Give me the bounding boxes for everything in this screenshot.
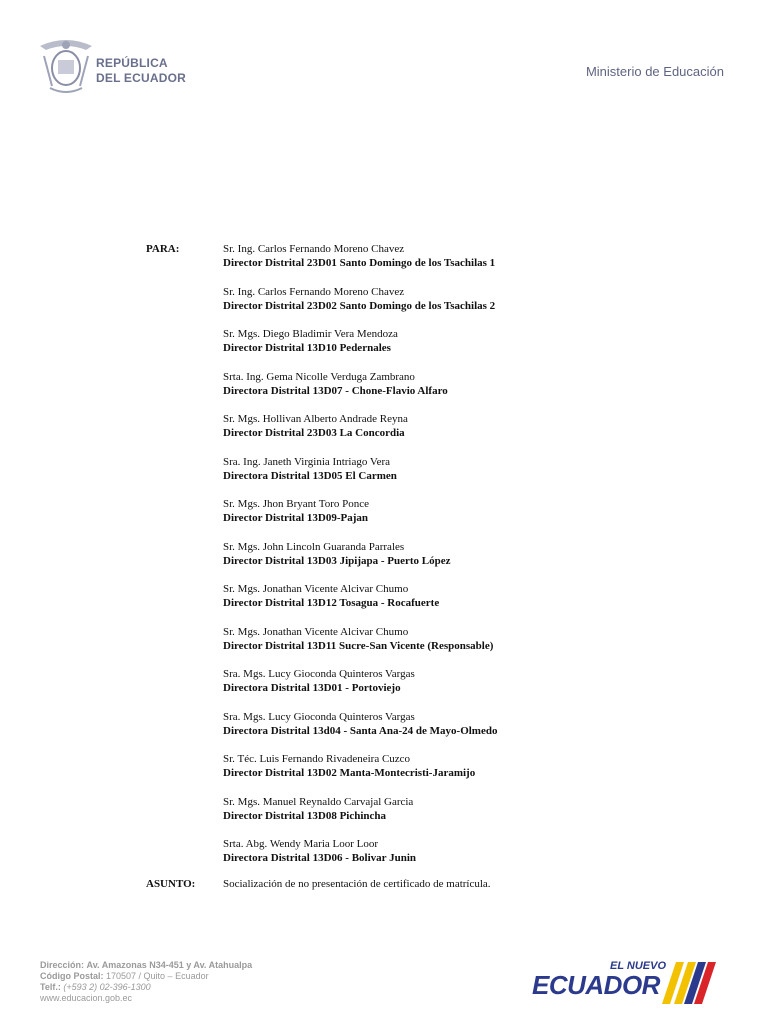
address-line: Dirección: Av. Amazonas N34-451 y Av. Atahualpa xyxy=(40,960,253,970)
recipient-role: Director Distrital 13D10 Pedernales xyxy=(223,342,391,354)
postal-line: Código Postal: 170507 / Quito – Ecuador xyxy=(40,971,209,981)
recipient-role: Director Distrital 13D12 Tosagua - Rocafuerte xyxy=(223,597,440,609)
recipient-item xyxy=(223,540,746,568)
recipient-item xyxy=(223,327,746,355)
recipient-name: Sr. Téc. Luis Fernando Rivadeneira Cuzco xyxy=(223,753,411,765)
recipient-role: Director Distrital 13D08 Pichincha xyxy=(223,809,387,822)
coat-of-arms-icon xyxy=(36,36,96,98)
recipient-list xyxy=(223,242,746,880)
recipient-name: Sr. Ing. Carlos Fernando Moreno Chavez xyxy=(223,243,405,255)
recipient-role: Director Distrital 13D03 Jipijapa - Puerto López xyxy=(223,554,451,567)
recipient-name: Sr. Mgs. Hollivan Alberto Andrade Reyna xyxy=(223,413,408,425)
para-label: PARA: xyxy=(146,243,180,255)
footer-address xyxy=(40,960,252,1004)
recipient-item xyxy=(223,752,746,780)
recipient-role: Director Distrital 13D11 Sucre-San Vicente (Responsable) xyxy=(223,639,494,652)
asunto-text: Socialización de no presentación de certificado de matrícula. xyxy=(223,877,491,890)
recipient-role: Director Distrital 23D02 Santo Domingo de los Tsachilas 2 xyxy=(223,299,496,312)
flag-stripes-icon xyxy=(662,962,718,1004)
para-row xyxy=(146,242,746,880)
recipient-name: Sra. Mgs. Lucy Gioconda Quinteros Vargas xyxy=(223,710,415,723)
logo-main-text: ECUADOR xyxy=(532,970,660,1000)
recipient-name: Sr. Mgs. Manuel Reynaldo Carvajal Garcia xyxy=(223,795,414,808)
phone-line: Telf.: (+593 2) 02-396-1300 xyxy=(40,982,151,992)
recipient-name: Sr. Mgs. Diego Bladimir Vera Mendoza xyxy=(223,328,398,340)
recipient-item xyxy=(223,837,746,865)
asunto-label: ASUNTO: xyxy=(146,877,196,890)
recipient-name: Sr. Mgs. John Lincoln Guaranda Parrales xyxy=(223,540,405,553)
recipient-name: Sra. Ing. Janeth Virginia Intriago Vera xyxy=(223,455,391,468)
recipient-item xyxy=(223,285,746,313)
memo-body xyxy=(146,242,746,891)
recipient-role: Director Distrital 13D09-Pajan xyxy=(223,512,369,524)
recipient-item xyxy=(223,667,746,695)
recipient-role: Directora Distrital 13D01 - Portoviejo xyxy=(223,682,401,694)
recipient-item xyxy=(223,455,746,483)
recipient-item xyxy=(223,710,746,738)
recipient-name: Srta. Ing. Gema Nicolle Verduga Zambrano xyxy=(223,370,415,383)
gov-line-1: REPÚBLICA xyxy=(96,56,168,70)
el-nuevo-ecuador-logo xyxy=(532,958,718,1008)
recipient-item xyxy=(223,795,746,823)
recipient-item xyxy=(223,582,746,610)
recipient-name: Srta. Abg. Wendy Maria Loor Loor xyxy=(223,838,379,850)
recipient-item xyxy=(223,497,746,525)
recipient-role: Directora Distrital 13D07 - Chone-Flavio Alfaro xyxy=(223,384,448,397)
recipient-item xyxy=(223,242,746,270)
recipient-name: Sr. Mgs. Jhon Bryant Toro Ponce xyxy=(223,498,370,510)
logo-top-text: EL NUEVO xyxy=(610,960,667,972)
recipient-role: Directora Distrital 13d04 - Santa Ana-24 de Mayo-Olmedo xyxy=(223,724,498,737)
government-name xyxy=(96,56,186,86)
recipient-name: Sr. Ing. Carlos Fernando Moreno Chavez xyxy=(223,285,405,298)
recipient-item xyxy=(223,412,746,440)
recipient-role: Directora Distrital 13D05 El Carmen xyxy=(223,469,397,482)
recipient-item xyxy=(223,625,746,653)
recipient-role: Director Distrital 23D01 Santo Domingo de los Tsachilas 1 xyxy=(223,257,496,269)
recipient-name: Sr. Mgs. Jonathan Vicente Alcivar Chumo xyxy=(223,583,409,595)
recipient-item xyxy=(223,370,746,398)
web-line: www.educacion.gob.ec xyxy=(40,993,133,1003)
recipient-role: Director Distrital 23D03 La Concordia xyxy=(223,427,405,439)
letterhead xyxy=(0,0,768,110)
recipient-name: Sra. Mgs. Lucy Gioconda Quinteros Vargas xyxy=(223,668,415,680)
ministry-name: Ministerio de Educación xyxy=(585,64,724,79)
recipient-role: Directora Distrital 13D06 - Bolivar Junin xyxy=(223,852,416,864)
recipient-role: Director Distrital 13D02 Manta-Montecristi-Jaramijo xyxy=(223,767,476,779)
gov-line-2: DEL ECUADOR xyxy=(96,71,186,85)
recipient-name: Sr. Mgs. Jonathan Vicente Alcivar Chumo xyxy=(223,625,409,638)
